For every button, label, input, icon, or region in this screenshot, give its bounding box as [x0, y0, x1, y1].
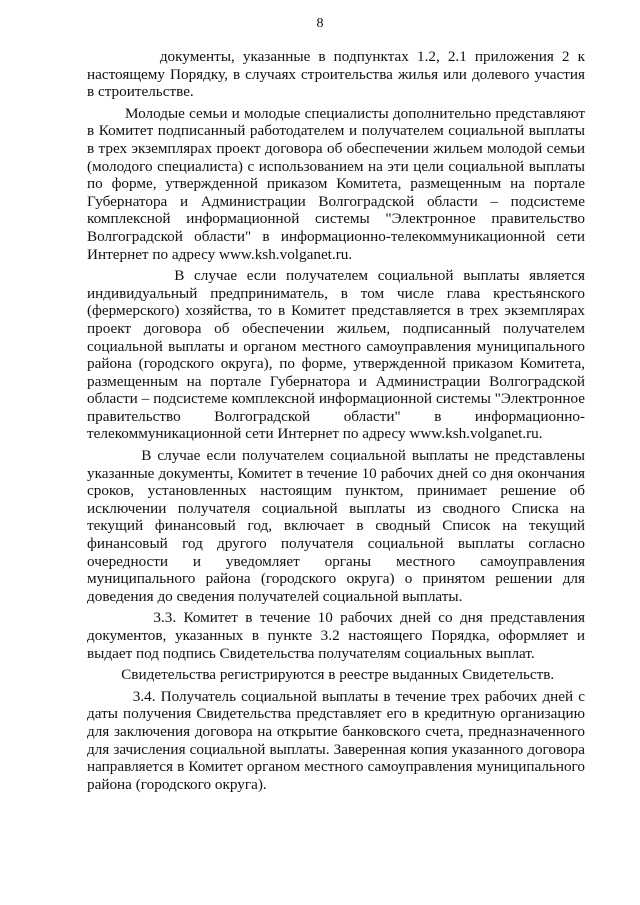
paragraph-entrepreneur: В случае если получателем социальной выплаты является индивидуальный предприниматель, в том числе глава крестьянского (фермерского) хозяйства, то в Комитет представляется в трех экземплярах проект договора об обеспечении жильем, подписанный получателем социальной выплаты и органом местного самоуправления муниципального района (городского округа), по форме, утвержденной приказом Комитета, размещенным на портале Губернатора и Администрации Волгоградской области – подсистеме комплексной информационной системы "Электронное правительство Волгоградской области" в информационно-телекоммуникационной сети Интернет по адресу www.ksh.volganet.ru.	[87, 267, 585, 443]
paragraph-3-4: 3.4. Получатель социальной выплаты в течение трех рабочих дней с даты получения Свидетельства представляет его в кредитную организацию для заключения договора на открытие банковского счета, предназначенного для зачисления социальной выплаты. Заверенная копия указанного договора направляется в Комитет органом местного самоуправления муниципального района (городского округа).	[87, 687, 585, 793]
paragraph-3-3: 3.3. Комитет в течение 10 рабочих дней со дня представления документов, указанных в пункте 3.2 настоящего Порядка, оформляет и выдает под подпись Свидетельства получателям социальных выплат.	[87, 609, 585, 662]
paragraph-registry: Свидетельства регистрируются в реестре выданных Свидетельств.	[87, 666, 555, 684]
paragraph-documents-list: документы, указанные в подпунктах 1.2, 2.1 приложения 2 к настоящему Порядку, в случаях строительства жилья или долевого участия в строительстве.	[87, 48, 585, 101]
document-body	[87, 48, 585, 797]
paragraph-exclusion: В случае если получателем социальной выплаты не представлены указанные документы, Комитет в течение 10 рабочих дней со дня окончания сроков, установленных настоящим пунктом, принимает решение об исключении получателя социальной выплаты из сводного Списка на текущий финансовый год, включает в сводный Список на текущий финансовый год другого получателя социальной выплаты согласно очередности и уведомляет органы местного самоуправления муниципального района (городского округа) о принятом решении для доведения до сведения получателей социальной выплаты.	[87, 447, 585, 605]
paragraph-young-families: Молодые семьи и молодые специалисты дополнительно представляют в Комитет подписанный работодателем и получателем социальной выплаты в трех экземплярах проект договора об обеспечении жильем молодой семьи (молодого специалиста) с использованием на эти цели социальной выплаты по форме, утвержденной приказом Комитета, размещенным на портале Губернатора и Администрации Волгоградской области – подсистеме комплексной информационной системы "Электронное правительство Волгоградской области" в информационно-телекоммуникационной сети Интернет по адресу www.ksh.volganet.ru.	[87, 104, 585, 263]
page-number: 8	[316, 16, 324, 31]
